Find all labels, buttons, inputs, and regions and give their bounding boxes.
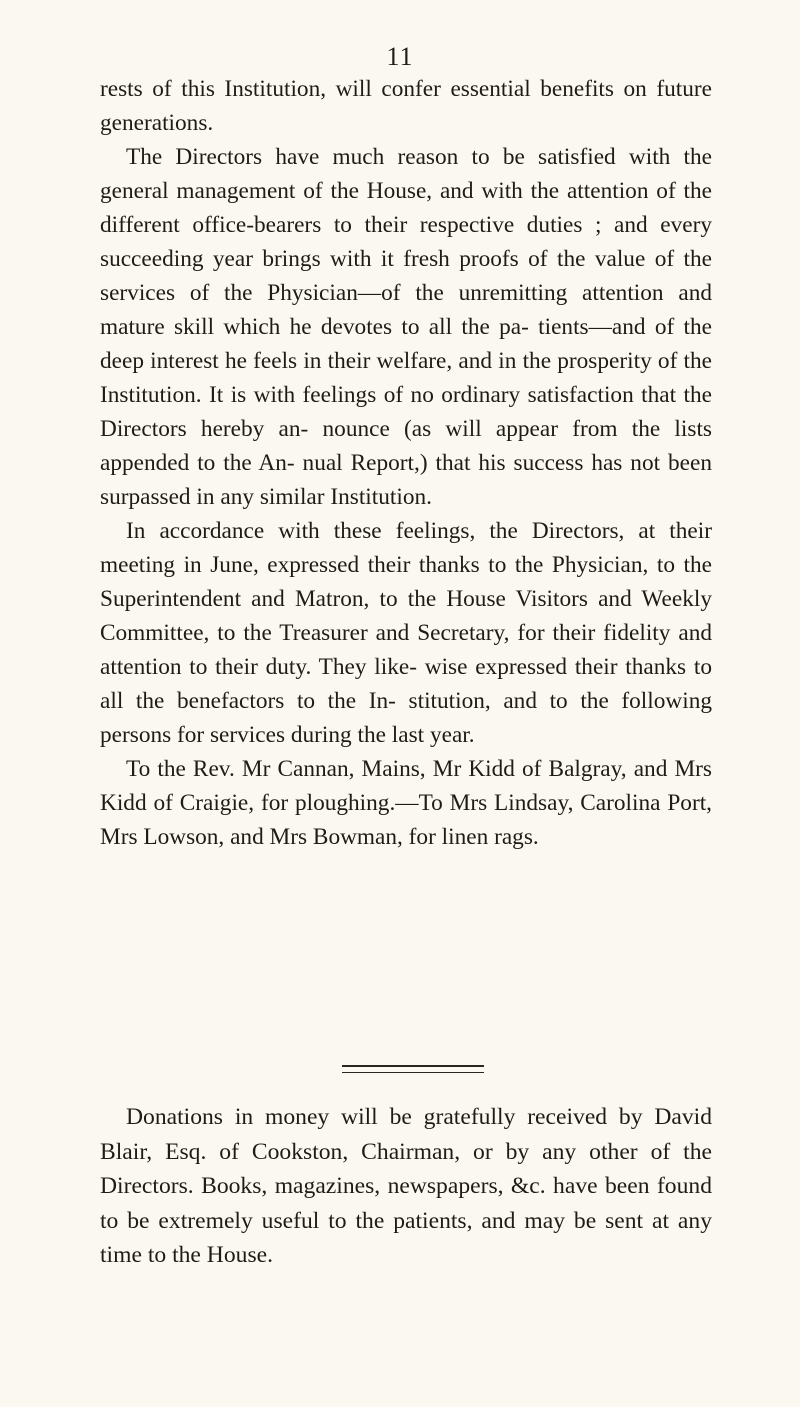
paragraph-continuation: rests of this Institution, will confer essential benefits on future generations.	[100, 76, 712, 136]
donations-section	[100, 1100, 712, 1273]
paragraph-services-list: To the Rev. Mr Cannan, Mains, Mr Kidd of Balgray, and Mrs Kidd of Craigie, for ploughing.—To Mrs Lindsay, Carolina Port, Mrs Lowson, and Mrs Bowman, for linen rags.	[100, 756, 712, 850]
paragraph-directors-satisfaction: The Directors have much reason to be satisfied with the general management of the House, and with the attention of the different office-bearers to their respective duties ; and every succeeding year brings with it fresh proofs of the value of the services of the Physician—of the unremitting attention and mature skill which he devotes to all the pa- tients—and of the deep interest he feels in their welfare, and in the prosperity of the Institution. It is with feelings of no ordinary satisfaction that the Directors hereby an- nounce (as will appear from the lists appended to the An- nual Report,) that his success has not been surpassed in any similar Institution.	[100, 144, 712, 510]
report-body	[100, 72, 712, 854]
page-number: 11	[386, 42, 414, 71]
paragraph-thanks: In accordance with these feelings, the Directors, at their meeting in June, expressed their thanks to the Physician, to the Superintendent and Matron, to the House Visitors and Weekly Committee, to the Treasurer and Secretary, for their fidelity and attention to their duty. They like- wise expressed their thanks to all the benefactors to the In- stitution, and to the following persons for services during the last year.	[100, 518, 712, 748]
section-divider	[342, 1065, 484, 1073]
donations-note: Donations in money will be gratefully received by David Blair, Esq. of Cookston, Chairman, or by any other of the Directors. Books, magazines, newspapers, &c. have been found to be extremely useful to the patients, and may be sent at any time to the House.	[100, 1104, 712, 1268]
